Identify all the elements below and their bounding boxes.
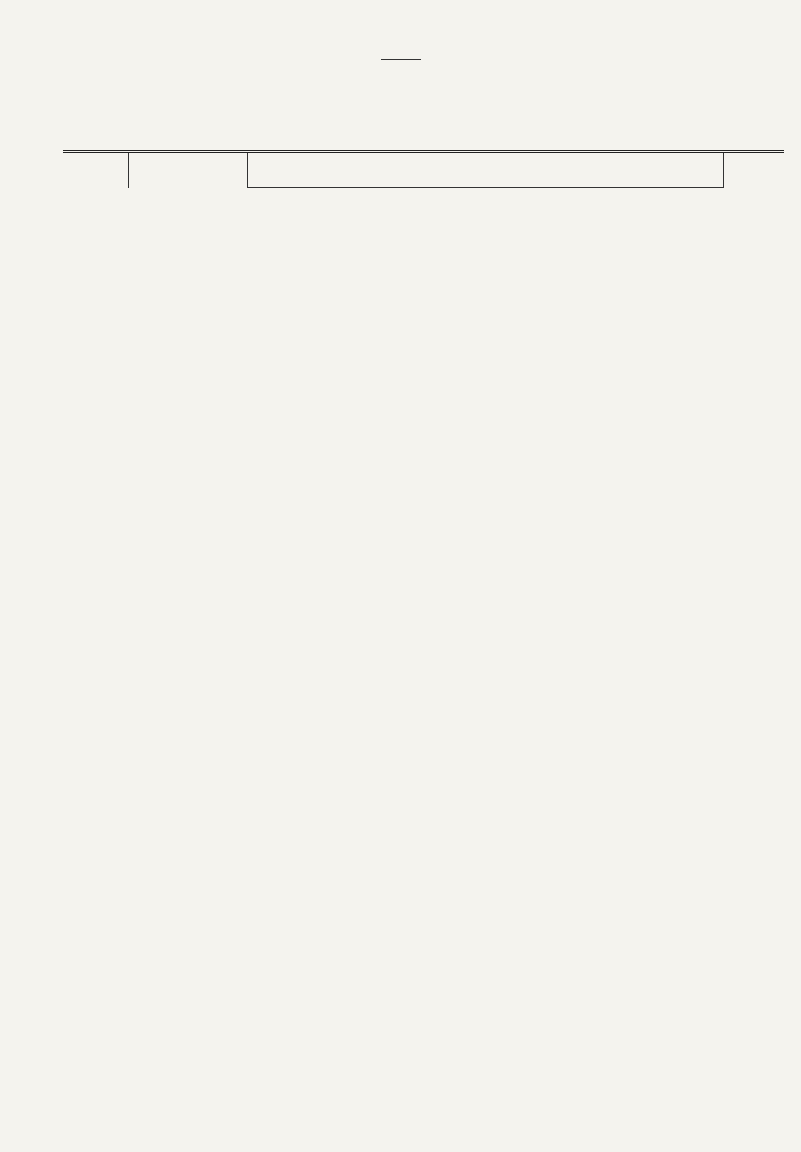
table-title	[62, 96, 782, 119]
header-jahr	[63, 152, 129, 188]
data-table	[63, 150, 784, 188]
header-einwohner	[129, 152, 248, 188]
header-total	[724, 152, 784, 188]
header-group	[247, 152, 723, 188]
page-number	[0, 57, 801, 60]
